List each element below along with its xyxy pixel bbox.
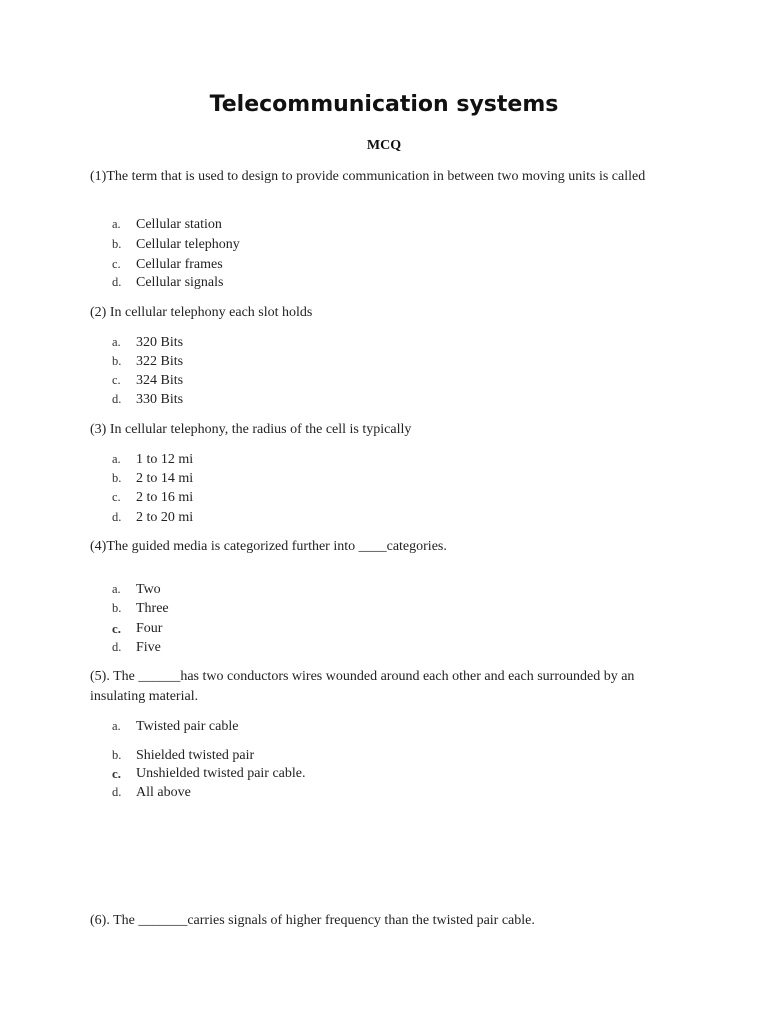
option-letter: d. bbox=[112, 510, 122, 524]
option-text: 2 to 20 mi bbox=[136, 510, 194, 525]
option-letter: d. bbox=[112, 392, 122, 406]
option-letter: a. bbox=[112, 582, 121, 596]
option-text: Two bbox=[136, 582, 161, 597]
option-text: 2 to 16 mi bbox=[136, 490, 194, 505]
option-letter: c. bbox=[112, 766, 122, 781]
page-subtitle: MCQ bbox=[366, 138, 402, 153]
option-letter: c. bbox=[112, 621, 122, 636]
option-text: 322 Bits bbox=[136, 354, 184, 369]
option-text: Three bbox=[136, 601, 169, 616]
question-3-text: (3) In cellular telephony, the radius of the cell is typically bbox=[90, 422, 412, 437]
option-text: 330 Bits bbox=[136, 392, 184, 407]
question-2-text: (2) In cellular telephony each slot holds bbox=[90, 305, 313, 320]
option-letter: c. bbox=[112, 373, 121, 387]
option-text: 1 to 12 mi bbox=[136, 452, 194, 467]
option-text: Cellular signals bbox=[136, 275, 224, 290]
option-text: 320 Bits bbox=[136, 335, 184, 350]
option-text: Cellular frames bbox=[136, 257, 223, 272]
option-text: Unshielded twisted pair cable. bbox=[136, 766, 306, 781]
option-text: Five bbox=[136, 640, 161, 655]
option-letter: a. bbox=[112, 719, 121, 733]
option-letter: c. bbox=[112, 257, 121, 271]
question-6-text: (6). The _______carries signals of higher frequency than the twisted pair cable. bbox=[90, 913, 535, 928]
option-letter: b. bbox=[112, 354, 122, 368]
question-4-text: (4)The guided media is categorized further into ____categories. bbox=[90, 539, 447, 554]
option-text: Shielded twisted pair bbox=[136, 748, 255, 763]
option-letter: d. bbox=[112, 785, 122, 799]
option-letter: a. bbox=[112, 217, 121, 231]
option-letter: b. bbox=[112, 237, 122, 251]
option-letter: c. bbox=[112, 490, 121, 504]
option-letter: a. bbox=[112, 452, 121, 466]
option-text: Cellular station bbox=[136, 217, 222, 232]
question-5-text: (5). The ______has two conductors wires wounded around each other and each surrounded by an insulating material. bbox=[90, 669, 635, 704]
option-text: Four bbox=[136, 621, 163, 636]
option-text: 2 to 14 mi bbox=[136, 471, 194, 486]
option-letter: d. bbox=[112, 275, 122, 289]
option-text: Cellular telephony bbox=[136, 237, 240, 252]
option-text: Twisted pair cable bbox=[136, 719, 239, 734]
option-letter: b. bbox=[112, 471, 122, 485]
option-text: 324 Bits bbox=[136, 373, 184, 388]
page-title: Telecommunication systems bbox=[209, 92, 559, 117]
option-text: All above bbox=[136, 785, 191, 800]
option-letter: b. bbox=[112, 748, 122, 762]
option-letter: d. bbox=[112, 640, 122, 654]
option-letter: b. bbox=[112, 601, 122, 615]
question-1-text: (1)The term that is used to design to provide communication in between two moving units is called bbox=[90, 169, 646, 184]
option-letter: a. bbox=[112, 335, 121, 349]
